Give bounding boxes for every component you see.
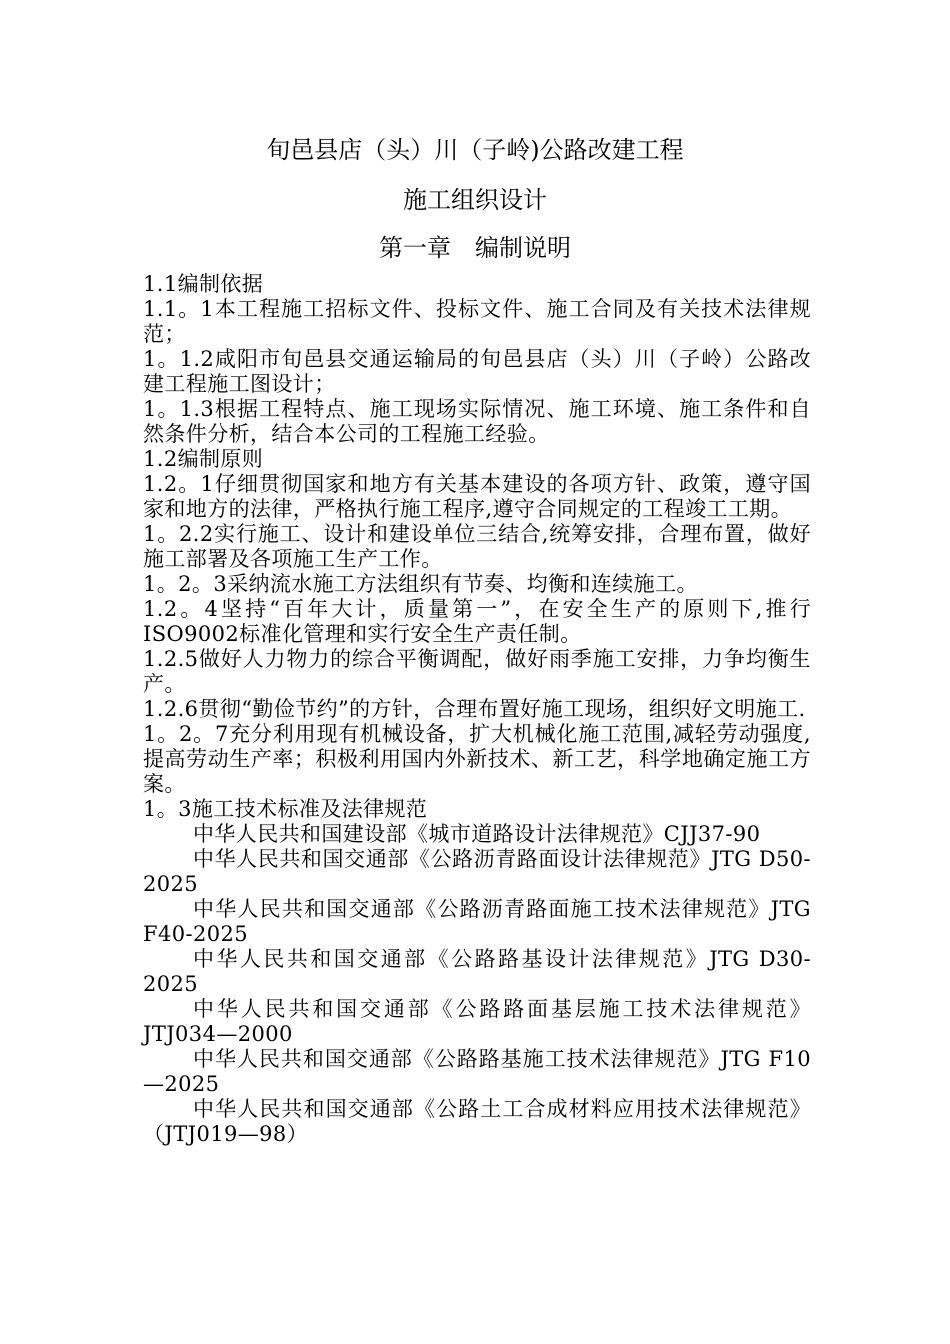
paragraph-1-2-6: 1.2.6贯彻“勤俭节约”的方针，合理布置好施工现场，组织好文明施工. (143, 697, 806, 721)
standard-item: 中华人民共和国建设部《城市道路设计法律规范》CJJ37-90 (193, 822, 761, 846)
standard-item: 中华人民共和国交通部《公路沥青路面施工技术法律规范》JTG F40-2025 (143, 897, 811, 946)
document-body (143, 272, 811, 1147)
section-heading-1-3: 1。3施工技术标准及法律规范 (143, 797, 428, 821)
standard-item: 中华人民共和国交通部《公路路面基层施工技术法律规范》JTJ034—2000 (143, 997, 811, 1046)
paragraph-1-2-3: 1。2。3采纳流水施工方法组织有节奏、均衡和连续施工。 (143, 572, 698, 596)
document-subtitle: 施工组织设计 (403, 186, 547, 214)
document-title: 旬邑县店（头）川（子岭)公路改建工程 (266, 136, 684, 164)
section-heading-1-1: 1.1编制依据 (143, 272, 264, 296)
paragraph-1-2-1: 1.2。1仔细贯彻国家和地方有关基本建设的各项方针、政策，遵守国家和地方的法律，严格执行施工程序,遵守合同规定的工程竣工工期。 (143, 472, 811, 521)
paragraph-1-2-2: 1。2.2实行施工、设计和建设单位三结合,统筹安排，合理布置，做好施工部署及各项施工生产工作。 (143, 522, 811, 571)
paragraph-1-1-1: 1.1。1本工程施工招标文件、投标文件、施工合同及有关技术法律规范； (143, 297, 811, 346)
paragraph-1-1-2: 1。1.2咸阳市旬邑县交通运输局的旬邑县店（头）川（子岭）公路改建工程施工图设计； (143, 347, 811, 396)
paragraph-1-2-4: 1.2。4坚持“百年大计，质量第一”，在安全生产的原则下,推行ISO9002标准化管理和实行安全生产责任制。 (143, 597, 811, 646)
standard-item: 中华人民共和国交通部《公路路基施工技术法律规范》JTG F10—2025 (143, 1047, 811, 1096)
standard-item: 中华人民共和国交通部《公路沥青路面设计法律规范》JTG D50-2025 (143, 847, 811, 896)
paragraph-1-2-7: 1。2。7充分利用现有机械设备，扩大机械化施工范围,减轻劳动强度,提高劳动生产率；积极利用国内外新技术、新工艺，科学地确定施工方案。 (143, 722, 811, 796)
chapter-heading: 第一章 编制说明 (379, 234, 571, 262)
standard-item: 中华人民共和国交通部《公路土工合成材料应用技术法律规范》（JTJ019—98） (143, 1097, 811, 1146)
paragraph-1-2-5: 1.2.5做好人力物力的综合平衡调配，做好雨季施工安排，力争均衡生产。 (143, 647, 811, 696)
section-heading-1-2: 1.2编制原则 (143, 447, 264, 471)
paragraph-1-1-3: 1。1.3根据工程特点、施工现场实际情况、施工环境、施工条件和自然条件分析，结合本公司的工程施工经验。 (143, 397, 811, 446)
standard-item: 中华人民共和国交通部《公路路基设计法律规范》JTG D30-2025 (143, 947, 811, 996)
